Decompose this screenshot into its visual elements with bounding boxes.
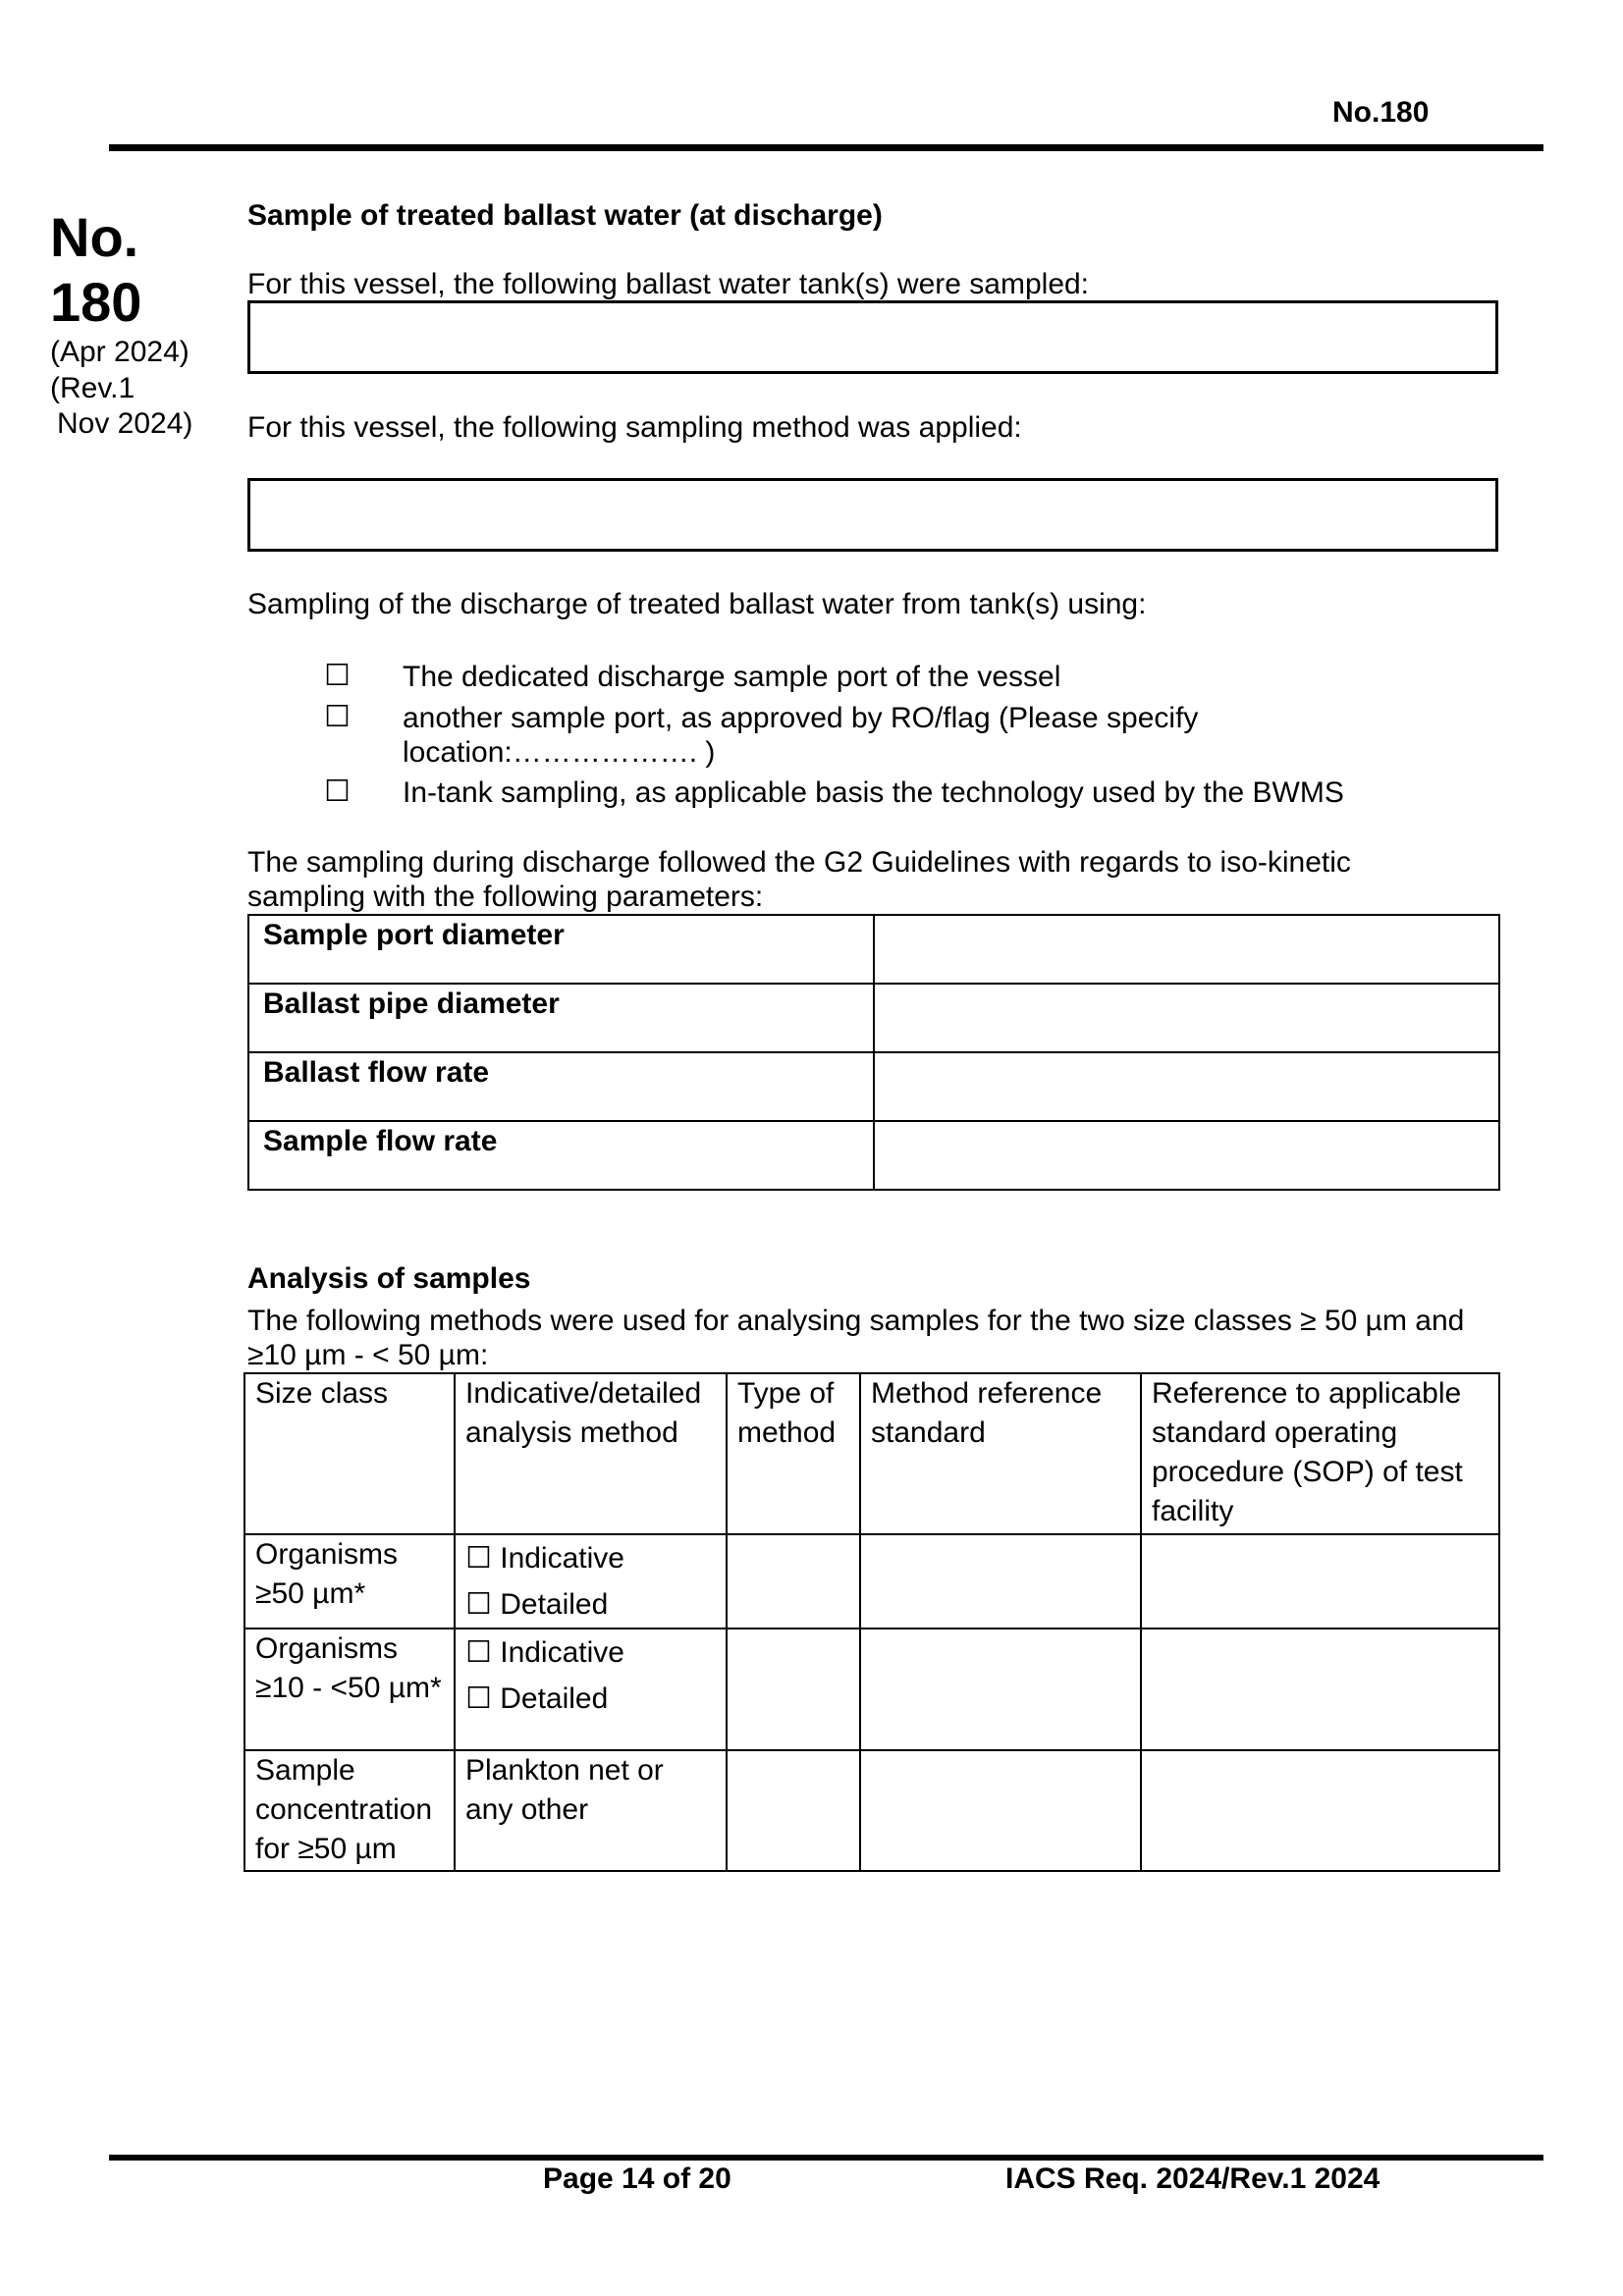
sampling-method-field[interactable] [247, 478, 1498, 552]
analysis-intro-line2: ≥10 µm - < 50 µm: [247, 1339, 489, 1371]
option-other-port-location: location:………………. ) [403, 736, 716, 769]
header-doc-number: No.180 [1332, 96, 1430, 129]
footer-rule [109, 2155, 1543, 2161]
column-header: Type of method [727, 1373, 860, 1534]
sop-reference-field[interactable] [1141, 1629, 1499, 1750]
sidebar-number: 180 [50, 271, 142, 333]
table-row [248, 915, 1499, 984]
section-heading-sample: Sample of treated ballast water (at discharge) [247, 199, 883, 232]
checkbox-detailed[interactable]: ☐ Detailed [465, 1682, 609, 1715]
column-header: Reference to applicable standard operating procedure (SOP) of test facility [1141, 1373, 1499, 1534]
tanks-sampled-field[interactable] [247, 300, 1498, 374]
method-reference-field[interactable] [860, 1534, 1141, 1629]
type-of-method-field[interactable] [727, 1629, 860, 1750]
sidebar-date: (Apr 2024) [50, 336, 189, 368]
option-other-port: another sample port, as approved by RO/flag (Please specify [403, 702, 1199, 734]
checkbox-other-port[interactable]: ☐ [324, 701, 351, 733]
size-class-cell: Organisms ≥50 µm* [244, 1534, 455, 1629]
param-value-field[interactable] [874, 984, 1499, 1052]
analysis-method-cell: Plankton net or any other [455, 1750, 727, 1871]
checkbox-dedicated-port[interactable]: ☐ [324, 660, 351, 692]
g2-text-line1: The sampling during discharge followed the G2 Guidelines with regards to iso-kinetic [247, 846, 1351, 879]
footer-page-number: Page 14 of 20 [543, 2163, 731, 2195]
method-prompt: For this vessel, the following sampling method was applied: [247, 411, 1022, 444]
sop-reference-field[interactable] [1141, 1750, 1499, 1871]
table-row [248, 1052, 1499, 1121]
analysis-table [243, 1372, 1500, 1872]
checkbox-detailed[interactable]: ☐ Detailed [465, 1588, 609, 1621]
tanks-prompt: For this vessel, the following ballast water tank(s) were sampled: [247, 268, 1090, 300]
analysis-method-cell [455, 1629, 727, 1750]
option-dedicated-port: The dedicated discharge sample port of the vessel [403, 661, 1061, 693]
column-header: Size class [244, 1373, 455, 1534]
column-header: Method reference standard [860, 1373, 1141, 1534]
table-header-row [244, 1373, 1499, 1534]
size-class-cell: Organisms ≥10 - <50 µm* [244, 1629, 455, 1750]
footer-reference: IACS Req. 2024/Rev.1 2024 [1005, 2163, 1380, 2195]
param-label: Ballast flow rate [248, 1052, 874, 1121]
sidebar-no: No. [50, 206, 139, 268]
type-of-method-field[interactable] [727, 1750, 860, 1871]
option-in-tank: In-tank sampling, as applicable basis the technology used by the BWMS [403, 776, 1344, 809]
param-label: Ballast pipe diameter [248, 984, 874, 1052]
checkbox-indicative[interactable]: ☐ Indicative [465, 1542, 624, 1575]
column-header: Indicative/detailed analysis method [455, 1373, 727, 1534]
param-value-field[interactable] [874, 915, 1499, 984]
table-row [244, 1534, 1499, 1629]
type-of-method-field[interactable] [727, 1534, 860, 1629]
param-label: Sample port diameter [248, 915, 874, 984]
param-label: Sample flow rate [248, 1121, 874, 1190]
sidebar-rev: (Rev.1 [50, 372, 135, 404]
table-row [244, 1750, 1499, 1871]
table-row [244, 1629, 1499, 1750]
sidebar-rev-date: Nov 2024) [57, 407, 193, 440]
section-heading-analysis: Analysis of samples [247, 1262, 531, 1295]
param-value-field[interactable] [874, 1121, 1499, 1190]
checkbox-indicative[interactable]: ☐ Indicative [465, 1636, 624, 1669]
g2-text-line2: sampling with the following parameters: [247, 881, 764, 913]
header-rule [109, 144, 1543, 151]
size-class-cell: Sample concentration for ≥50 µm [244, 1750, 455, 1871]
discharge-prompt: Sampling of the discharge of treated ballast water from tank(s) using: [247, 588, 1147, 620]
table-row [248, 984, 1499, 1052]
method-reference-field[interactable] [860, 1750, 1141, 1871]
param-value-field[interactable] [874, 1052, 1499, 1121]
parameters-table [247, 914, 1500, 1191]
checkbox-in-tank[interactable]: ☐ [324, 775, 351, 808]
analysis-intro-line1: The following methods were used for analysing samples for the two size classes ≥ 50 µm and [247, 1305, 1465, 1337]
sop-reference-field[interactable] [1141, 1534, 1499, 1629]
table-row [248, 1121, 1499, 1190]
method-reference-field[interactable] [860, 1629, 1141, 1750]
analysis-method-cell [455, 1534, 727, 1629]
